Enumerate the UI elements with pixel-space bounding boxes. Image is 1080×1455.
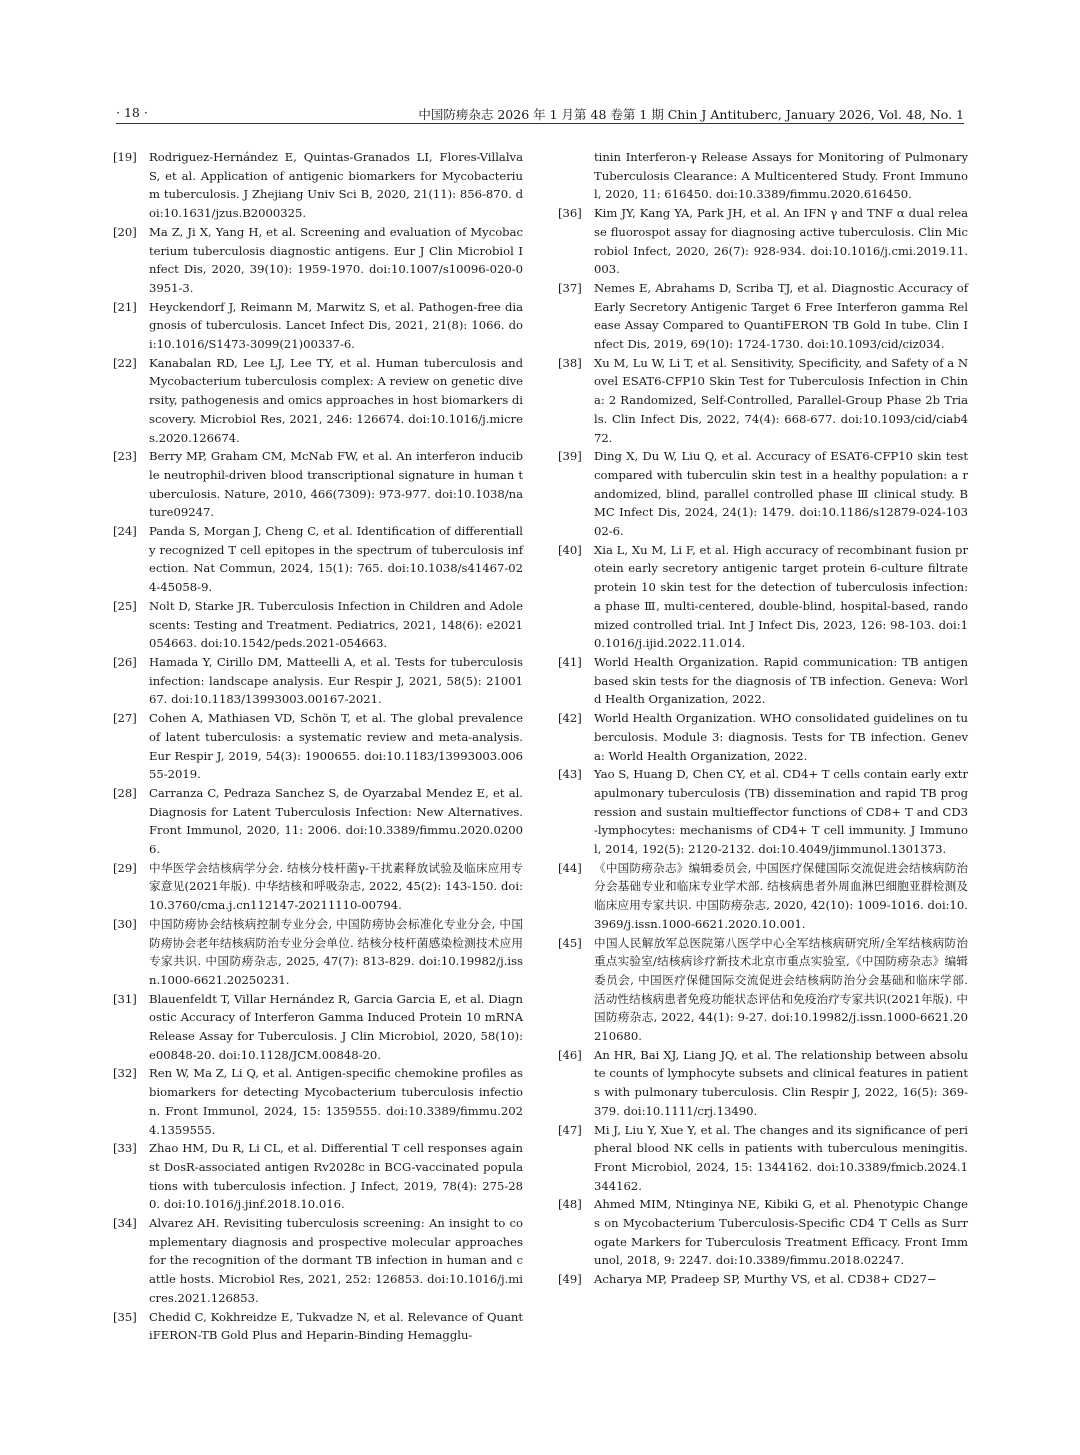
reference-item: [49] Acharya MP, Pradeep SP, Murthy VS, et al. CD38+ CD27−: [558, 1272, 937, 1287]
left-column: [113, 148, 523, 1345]
reference-item: [40] Xia L, Xu M, Li F, et al. High accuracy of recombinant fusion protein early secretory antigenic target protein 6-culture filtrate protein 10 skin test for the detection of tuberculosis infection: a phase Ⅲ, multi-centered, double-blind, hospital-based, randomized controlled trial. Int J Infect Dis, 2023, 126: 98-103. doi:10.1016/j.ijid.2022.11.014.: [558, 542, 968, 651]
reference-continuation: tinin Interferon-γ Release Assays for Monitoring of Pulmonary Tuberculosis Clearance: A Multicentered Study. Front Immunol, 2020, 11: 616450. doi:10.3389/fimmu.2020.616450.: [594, 150, 968, 202]
reference-item: [44] 《中国防痨杂志》编辑委员会, 中国医疗保健国际交流促进会结核病防治分会基础专业和临床专业学术部. 结核病患者外周血淋巴细胞亚群检测及临床应用专家共识. 中国防痨杂志, 2020, 42(10): 1009-1016. doi:10.3969/j.issn.1000-6621.2020.10.001.: [558, 860, 968, 931]
page-number: · 18 ·: [116, 105, 148, 120]
reference-item: [29] 中华医学会结核病学分会. 结核分枝杆菌γ-干扰素释放试验及临床应用专家意见(2021年版). 中华结核和呼吸杂志, 2022, 45(2): 143-150. doi:10.3760/cma.j.cn112147-20211110-00794.: [113, 860, 523, 913]
reference-item: [38] Xu M, Lu W, Li T, et al. Sensitivity, Specificity, and Safety of a Novel ESAT6-CFP10 Skin Test for Tuberculosis Infection in China: 2 Randomized, Self-Controlled, Parallel-Group Phase 2b Trials. Clin Infect Dis, 2022, 74(4): 668-677. doi:10.1093/cid/ciab472.: [558, 355, 968, 445]
reference-item: [46] An HR, Bai XJ, Liang JQ, et al. The relationship between absolute counts of lymphocyte subsets and clinical features in patients with pulmonary tuberculosis. Clin Respir J, 2022, 16(5): 369-379. doi:10.1111/crj.13490.: [558, 1047, 968, 1118]
reference-item: [23] Berry MP, Graham CM, McNab FW, et al. An interferon inducible neutrophil-driven blood transcriptional signature in human tuberculosis. Nature, 2010, 466(7309): 973-977. doi:10.1038/nature09247.: [113, 449, 523, 520]
reference-item: [48] Ahmed MIM, Ntinginya NE, Kibiki G, et al. Phenotypic Changes on Mycobacterium Tuberculosis-Specific CD4 T Cells as Surrogate Markers for Tuberculosis Treatment Efficacy. Front Immunol, 2018, 9: 2247. doi:10.3389/fimmu.2018.02247.: [558, 1197, 968, 1268]
reference-item: [25] Nolt D, Starke JR. Tuberculosis Infection in Children and Adolescents: Testing and Treatment. Pediatrics, 2021, 148(6): e2021054663. doi:10.1542/peds.2021-054663.: [113, 598, 523, 651]
reference-item: [24] Panda S, Morgan J, Cheng C, et al. Identification of differentially recognized T cell epitopes in the spectrum of tuberculosis infection. Nat Commun, 2024, 15(1): 765. doi:10.1038/s41467-024-45058-9.: [113, 524, 523, 595]
reference-item: [35] Chedid C, Kokhreidze E, Tukvadze N, et al. Relevance of QuantiFERON-TB Gold Plus and Heparin-Binding Hemagglu-: [113, 1309, 523, 1343]
reference-item: [34] Alvarez AH. Revisiting tuberculosis screening: An insight to complementary diagnosis and prospective molecular approaches for the recognition of the dormant TB infection in human and cattle hosts. Microbiol Res, 2021, 252: 126853. doi:10.1016/j.micres.2021.126853.: [113, 1216, 523, 1305]
reference-item: [28] Carranza C, Pedraza Sanchez S, de Oyarzabal Mendez E, et al. Diagnosis for Latent Tuberculosis Infection: New Alternatives. Front Immunol, 2020, 11: 2006. doi:10.3389/fimmu.2020.02006.: [113, 785, 523, 857]
reference-item: [30] 中国防痨协会结核病控制专业分会, 中国防痨协会标准化专业分会, 中国防痨协会老年结核病防治专业分会单位. 结核分枝杆菌感染检测技术应用专家共识. 中国防痨杂志, 2025, 47(7): 813-829. doi:10.19982/j.issn.1000-6621.20250231.: [113, 916, 523, 987]
reference-item: [20] Ma Z, Ji X, Yang H, et al. Screening and evaluation of Mycobacterium tuberculosis diagnostic antigens. Eur J Clin Microbiol Infect Dis, 2020, 39(10): 1959-1970. doi:10.1007/s10096-020-03951-3.: [113, 224, 523, 295]
reference-item: [39] Ding X, Du W, Liu Q, et al. Accuracy of ESAT6-CFP10 skin test compared with tuberculin skin test in a healthy population: a randomized, blind, parallel controlled phase Ⅲ clinical study. BMC Infect Dis, 2024, 24(1): 1479. doi:10.1186/s12879-024-10302-6.: [558, 449, 968, 539]
reference-item: [19] Rodriguez-Hernández E, Quintas-Granados LI, Flores-Villalva S, et al. Application of antigenic biomarkers for Mycobacterium tuberculosis. J Zhejiang Univ Sci B, 2020, 21(11): 856-870. doi:10.1631/jzus.B2000325.: [113, 150, 523, 221]
reference-item: [26] Hamada Y, Cirillo DM, Matteelli A, et al. Tests for tuberculosis infection: landscape analysis. Eur Respir J, 2021, 58(5): 2100167. doi:10.1183/13993003.00167-2021.: [113, 654, 523, 707]
reference-item: [27] Cohen A, Mathiasen VD, Schön T, et al. The global prevalence of latent tuberculosis: a systematic review and meta-analysis. Eur Respir J, 2019, 54(3): 1900655. doi:10.1183/13993003.00655-2019.: [113, 711, 523, 782]
reference-item: [42] World Health Organization. WHO consolidated guidelines on tuberculosis. Module 3: diagnosis. Tests for TB infection. Geneva: World Health Organization, 2022.: [558, 711, 968, 763]
reference-item: [37] Nemes E, Abrahams D, Scriba TJ, et al. Diagnostic Accuracy of Early Secretory Antigenic Target 6 Free Interferon gamma Release Assay Compared to QuantiFERON TB Gold In tube. Clin Infect Dis, 2019, 69(10): 1724-1730. doi:10.1093/cid/ciz034.: [558, 280, 968, 352]
reference-item: [43] Yao S, Huang D, Chen CY, et al. CD4+ T cells contain early extrapulmonary tuberculosis (TB) dissemination and rapid TB progression and sustain multieffector functions of CD8+ T and CD3-lymphocytes: mechanisms of CD4+ T cell immunity. J Immunol, 2014, 192(5): 2120-2132. doi:10.4049/jimmunol.1301373.: [558, 767, 968, 857]
reference-item: [45] 中国人民解放军总医院第八医学中心全军结核病研究所/全军结核病防治重点实验室/结核病诊疗新技术北京市重点实验室,《中国防痨杂志》编辑委员会, 中国医疗保健国际交流促进会结核病防治分会基础和临床学部. 活动性结核病患者免疫功能状态评估和免疫治疗专家共识(2021年版). 中国防痨杂志, 2022, 44(1): 9-27. doi:10.19982/j.issn.1000-6621.20210680.: [558, 935, 968, 1044]
running-header: [116, 103, 964, 124]
reference-item: [21] Heyckendorf J, Reimann M, Marwitz S, et al. Pathogen-free diagnosis of tuberculosis. Lancet Infect Dis, 2021, 21(8): 1066. doi:10.1016/S1473-3099(21)00337-6.: [113, 299, 523, 352]
reference-item: [47] Mi J, Liu Y, Xue Y, et al. The changes and its significance of peripheral blood NK cells in patients with tuberculous meningitis. Front Microbiol, 2024, 15: 1344162. doi:10.3389/fmicb.2024.1344162.: [558, 1122, 968, 1193]
reference-item: [33] Zhao HM, Du R, Li CL, et al. Differential T cell responses against DosR-associated antigen Rv2028c in BCG-vaccinated populations with tuberculosis infection. J Infect, 2019, 78(4): 275-280. doi:10.1016/j.jinf.2018.10.016.: [113, 1141, 523, 1212]
right-column: [558, 148, 968, 1289]
reference-item: [41] World Health Organization. Rapid communication: TB antigen based skin tests for the diagnosis of TB infection. Geneva: World Health Organization, 2022.: [558, 654, 968, 707]
reference-item: [31] Blauenfeldt T, Villar Hernández R, Garcia Garcia E, et al. Diagnostic Accuracy of Interferon Gamma Induced Protein 10 mRNA Release Assay for Tuberculosis. J Clin Microbiol, 2020, 58(10): e00848-20. doi:10.1128/JCM.00848-20.: [113, 991, 523, 1062]
reference-item: [32] Ren W, Ma Z, Li Q, et al. Antigen-specific chemokine profiles as biomarkers for detecting Mycobacterium tuberculosis infection. Front Immunol, 2024, 15: 1359555. doi:10.3389/fimmu.2024.1359555.: [113, 1066, 523, 1137]
reference-item: [22] Kanabalan RD, Lee LJ, Lee TY, et al. Human tuberculosis and Mycobacterium tuberculosis complex: A review on genetic diversity, pathogenesis and omics approaches in host biomarkers discovery. Microbiol Res, 2021, 246: 126674. doi:10.1016/j.micres.2020.126674.: [113, 355, 523, 445]
reference-item: [36] Kim JY, Kang YA, Park JH, et al. An IFN γ and TNF α dual release fluorospot assay for diagnosing active tuberculosis. Clin Microbiol Infect, 2020, 26(7): 928-934. doi:10.1016/j.cmi.2019.11.003.: [558, 206, 968, 277]
journal-citation-line: 中国防痨杂志 2026 年 1 月第 48 卷第 1 期 Chin J Antituberc, January 2026, Vol. 48, No. 1: [418, 107, 964, 122]
